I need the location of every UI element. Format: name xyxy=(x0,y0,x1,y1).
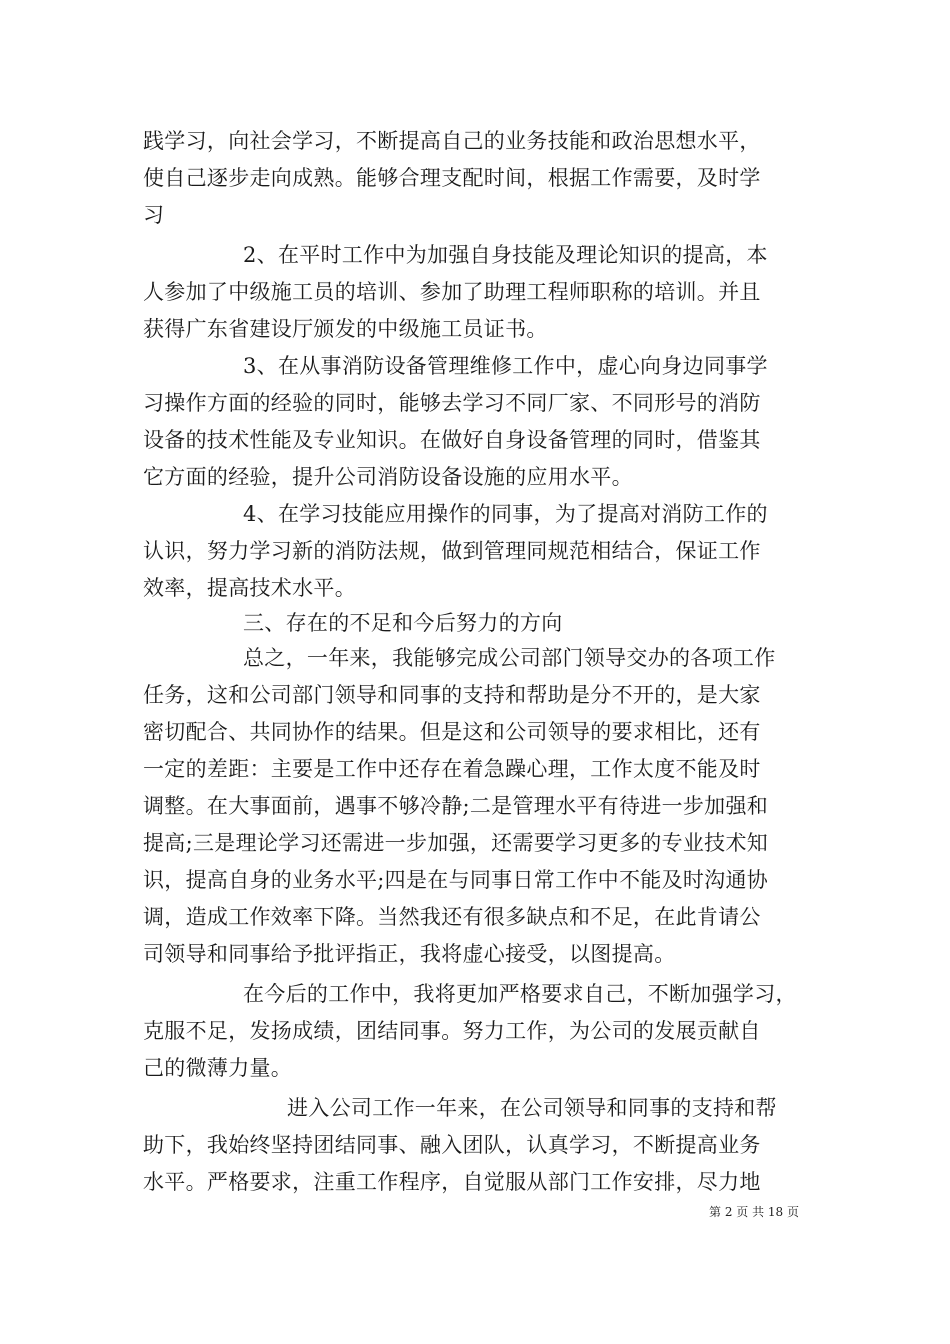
text-line: 效率，提高技术水平。 xyxy=(143,576,356,600)
text-line: 认识，努力学习新的消防法规，做到管理同规范相结合，保证工作 xyxy=(143,539,761,563)
text-line: 它方面的经验，提升公司消防设备设施的应用水平。 xyxy=(143,465,633,489)
text-line: 习 xyxy=(143,203,165,227)
text-line: 己的微薄力量。 xyxy=(143,1056,293,1080)
text-line: 一定的差距：主要是工作中还存在着急躁心理，工作太度不能及时 xyxy=(143,757,761,781)
text-line: 水平。严格要求，注重工作程序，自觉服从部门工作安排，尽力地 xyxy=(143,1170,761,1194)
text-line: 克服不足，发扬成绩，团结同事。努力工作，为公司的发展贡献自 xyxy=(143,1019,761,1043)
text-line: 调整。在大事面前，遇事不够冷静;二是管理水平有待进一步加强和 xyxy=(143,794,769,818)
text-line: 进入公司工作一年来，在公司领导和同事的支持和帮 xyxy=(287,1096,777,1120)
text-line: 践学习，向社会学习，不断提高自己的业务技能和政治思想水平， xyxy=(143,129,761,153)
text-line: 人参加了中级施工员的培训、参加了助理工程师职称的培训。并且 xyxy=(143,280,761,304)
text-line: 习操作方面的经验的同时，能够去学习不同厂家、不同形号的消防 xyxy=(143,391,761,415)
text-line: 获得广东省建设厅颁发的中级施工员证书。 xyxy=(143,317,548,341)
text-line: 设备的技术性能及专业知识。在做好自身设备管理的同时，借鉴其 xyxy=(143,428,761,452)
text-line: 调，造成工作效率下降。当然我还有很多缺点和不足，在此肯请公 xyxy=(143,905,761,929)
text-line: 任务，这和公司部门领导和同事的支持和帮助是分不开的，是大家 xyxy=(143,683,761,707)
text-line: 密切配合、共同协作的结果。但是这和公司领导的要求相比，还有 xyxy=(143,720,761,744)
text-line: 助下，我始终坚持团结同事、融入团队，认真学习，不断提高业务 xyxy=(143,1133,761,1157)
text-line: 4、在学习技能应用操作的同事，为了提高对消防工作的 xyxy=(243,502,768,526)
text-line: 在今后的工作中，我将更加严格要求自己，不断加强学习， xyxy=(243,982,797,1006)
text-line: 提高;三是理论学习还需进一步加强，还需要学习更多的专业技术知 xyxy=(143,831,769,855)
text-line: 总之，一年来，我能够完成公司部门领导交办的各项工作 xyxy=(243,646,776,670)
text-line: 3、在从事消防设备管理维修工作中，虚心向身边同事学 xyxy=(243,354,768,378)
page-number-footer: 第 2 页 共 18 页 xyxy=(709,1205,799,1219)
text-line: 识，提高自身的业务水平;四是在与同事日常工作中不能及时沟通协 xyxy=(143,868,769,892)
text-line: 2、在平时工作中为加强自身技能及理论知识的提高，本 xyxy=(243,243,768,267)
text-line: 司领导和同事给予批评指正，我将虚心接受，以图提高。 xyxy=(143,942,676,966)
section-heading: 三、存在的不足和今后努力的方向 xyxy=(243,611,563,635)
text-line: 使自己逐步走向成熟。能够合理支配时间，根据工作需要，及时学 xyxy=(143,166,761,190)
